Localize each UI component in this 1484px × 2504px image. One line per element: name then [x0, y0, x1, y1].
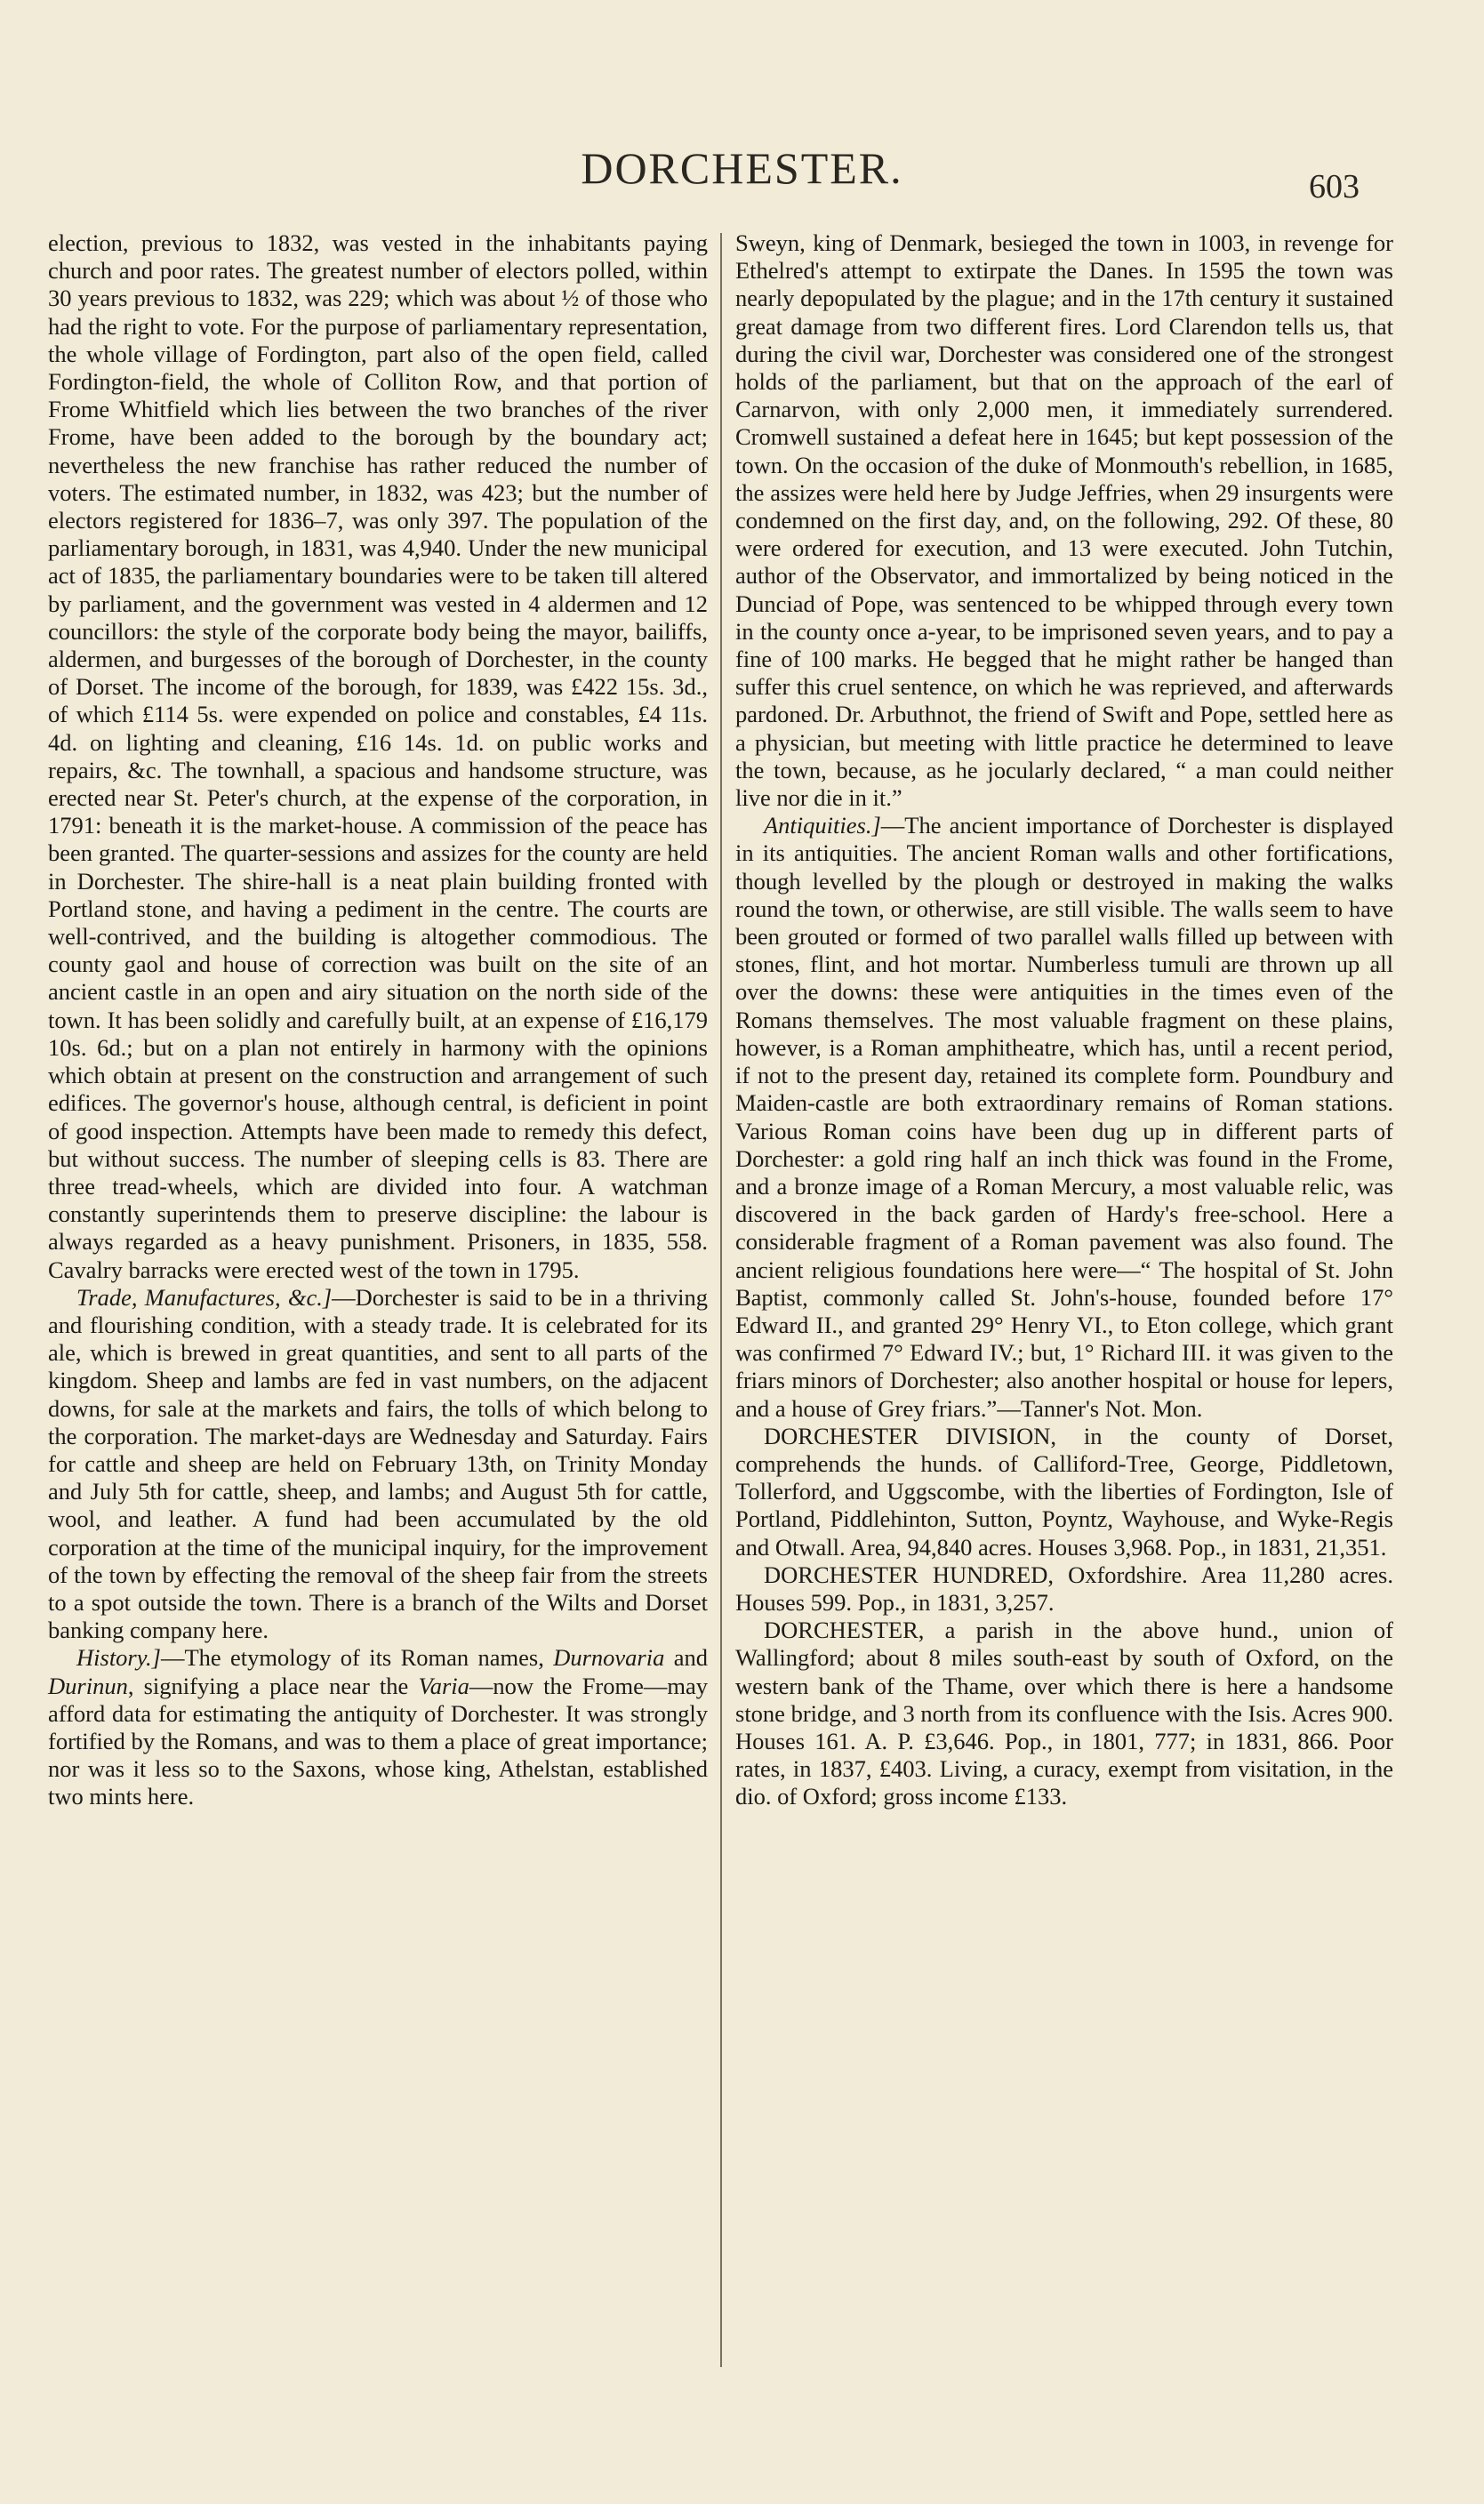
antiquities-text: —The ancient importance of Dorchester is displayed in its antiquities. The ancient Roman walls and other fortifications, though levelled by the plough or destroyed in making the walks round the town, or otherwise, are still visible. The walls seem to have been grouted or formed of two parallel walls filled up between with stones, flint, and hot mortar. Numberless tumuli are thrown up all over the downs: these were antiquities in the times even of the Romans themselves. The most valuable fragment on these plains, however, is a Roman amphitheatre, which has, until a recent period, if not to the present day, retained its complete form. Poundbury and Maiden-castle are both extraordinary remains of Roman stations. Various Roman coins have been dug up in different parts of Dorchester: a gold ring half an inch thick was found in the Frome, and a bronze image of a Roman Mercury, a most valuable relic, was discovered in the back garden of Hardy's free-school. Here a considerable fragment of a Roman pavement was also found. The ancient religious foundations here were—“ The hospital of St. John Baptist, commonly called St. John's-house, founded before 17° Edward II., and granted 29° Henry VI., to Eton college, which grant was confirmed 7° Edward IV.; but, 1° Richard III. it was given to the friars minors of Dorchester; also another hospital or house for lepers, and a house of Grey friars.”—Tanner's Not. Mon. — [735, 812, 1393, 1422]
section-heading-history: History.] — [76, 1644, 161, 1672]
left-column — [48, 229, 708, 1811]
entry-dorchester-division: DORCHESTER DIVISION, in the county of Dorset, comprehends the hunds. of Calliford-Tree, George, Piddletown, Tollerford, and Uggscombe, with the liberties of Fordington, Isle of Portland, Piddlehinton, Sutton, Poyntz, Wayhouse, and Wyke-Regis and Otwall. Area, 94,840 acres. Houses 3,968. Pop., in 1831, 21,351. — [735, 1422, 1393, 1561]
page-number: 603 — [1309, 168, 1360, 205]
column-rule — [720, 233, 722, 2367]
trade-text: —Dorchester is said to be in a thriving and flourishing condition, with a steady trade. It is celebrated for its ale, which is brewed in great quantities, and sent to all parts of the kingdom. Sheep and lambs are fed in vast numbers, on the adjacent downs, for sale at the markets and fairs, the tolls of which belong to the corporation. The market-days are Wednesday and Saturday. Fairs for cattle and sheep are held on February 13th, on Trinity Monday and July 5th for cattle, sheep, and lambs; and August 5th for cattle, wool, and leather. A fund had been accumulated by the old corporation at the time of the municipal inquiry, for the improvement of the town by effecting the removal of the sheep fair from the streets to a spot outside the town. There is a branch of the Wilts and Dorset banking company here. — [48, 1283, 708, 1644]
history-text-b: and — [664, 1644, 708, 1672]
history-text-c: , signifying a place near the — [127, 1672, 419, 1699]
section-heading-trade: Trade, Manufactures, &c.] — [76, 1283, 333, 1311]
section-heading-antiquities: Antiquities.] — [764, 812, 881, 839]
paragraph-history — [48, 1644, 708, 1810]
roman-name-durinun: Durinun — [48, 1672, 128, 1699]
paragraph-history-continued: Sweyn, king of Denmark, besieged the town in 1003, in revenge for Ethelred's attempt to extirpate the Danes. In 1595 the town was nearly depopulated by the plague; and in the 17th century it sustained great damage from two different fires. Lord Clarendon tells us, that during the civil war, Dorchester was considered one of the strongest holds of the parliament, but that on the approach of the earl of Carnarvon, with only 2,000 men, it immediately surrendered. Cromwell sustained a defeat here in 1645; but kept possession of the town. On the occasion of the duke of Monmouth's rebellion, in 1685, the assizes were held here by Judge Jeffries, when 29 insurgents were condemned on the first day, and, on the following, 292. Of these, 80 were ordered for execution, and 13 were executed. John Tutchin, author of the Observator, and immortalized by being noticed in the Dunciad of Pope, was sentenced to be whipped through every town in the county once a-year, to be imprisoned seven years, and to pay a fine of 100 marks. He begged that he might rather be hanged than suffer this cruel sentence, on which he was reprieved, and afterwards pardoned. Dr. Arbuthnot, the friend of Swift and Pope, settled here as a physician, but meeting with little practice he determined to leave the town, because, as he jocularly declared, “ a man could neither live nor die in it.” — [735, 229, 1393, 812]
entry-dorchester-hundred: DORCHESTER HUNDRED, Oxfordshire. Area 11,280 acres. Houses 599. Pop., in 1831, 3,257. — [735, 1561, 1393, 1616]
entry-dorchester-parish: DORCHESTER, a parish in the above hund., union of Wallingford; about 8 miles south-east by south of Oxford, on the western bank of the Thame, over which there is here a handsome stone bridge, and 3 north from its confluence with the Isis. Acres 900. Houses 161. A. P. £3,646. Pop., in 1801, 777; in 1831, 866. Poor rates, in 1837, £403. Living, a curacy, exempt from visitation, in the dio. of Oxford; gross income £133. — [735, 1617, 1393, 1810]
paragraph-representation: election, previous to 1832, was vested in the inhabitants paying church and poor rates. The greatest number of electors polled, within 30 years previous to 1832, was 229; which was about ½ of those who had the right to vote. For the purpose of parliamentary representation, the whole village of Fordington, part also of the open field, called Fordington-field, the whole of Colliton Row, and that portion of Frome Whitfield which lies between the two branches of the river Frome, have been added to the borough by the boundary act; nevertheless the new franchise has rather reduced the number of voters. The estimated number, in 1832, was 423; but the number of electors registered for 1836–7, was only 397. The population of the parliamentary borough, in 1831, was 4,940. Under the new municipal act of 1835, the parliamentary boundaries were to be taken till altered by parliament, and the government was vested in 4 aldermen and 12 councillors: the style of the corporate body being the mayor, bailiffs, aldermen, and burgesses of the borough of Dorchester, in the county of Dorset. The income of the borough, for 1839, was £422 15s. 3d., of which £114 5s. were expended on police and constables, £4 11s. 4d. on lighting and cleaning, £16 14s. 1d. on public works and repairs, &c. The townhall, a spacious and handsome structure, was erected near St. Peter's church, at the expense of the corporation, in 1791: beneath it is the market-house. A commission of the peace has been granted. The quarter-sessions and assizes for the county are held in Dorchester. The shire-hall is a neat plain building fronted with Portland stone, and having a pediment in the centre. The courts are well-contrived, and the building is altogether commodious. The county gaol and house of correction was built on the site of an ancient castle in an open and airy situation on the north side of the town. It has been solidly and carefully built, at an expense of £16,179 10s. 6d.; but on a plan not entirely in harmony with the opinions which obtain at present on the construction and arrangement of such edifices. The governor's house, although central, is deficient in point of good inspection. Attempts have been made to remedy this defect, but without success. The number of sleeping cells is 83. There are three tread-wheels, which are divided into four. A watchman constantly superintends them to preserve discipline: the labour is always regarded as a heavy punishment. Prisoners, in 1835, 558. Cavalry barracks were erected west of the town in 1795. — [48, 229, 708, 1283]
history-text-a: —The etymology of its Roman names, — [160, 1644, 554, 1672]
running-head: DORCHESTER. — [581, 143, 903, 193]
paragraph-trade — [48, 1284, 708, 1645]
roman-name-varia: Varia — [418, 1672, 469, 1699]
roman-name-durnovaria: Durnovaria — [553, 1644, 665, 1672]
history-text-d: —now the Frome—may afford data for estimating the antiquity of Dorchester. It was strongly fortified by the Romans, and was to them a place of great importance; nor was it less so to the Saxons, whose king, Athelstan, established two mints here. — [48, 1672, 709, 1810]
right-column — [735, 229, 1393, 1811]
paragraph-antiquities — [735, 812, 1393, 1422]
